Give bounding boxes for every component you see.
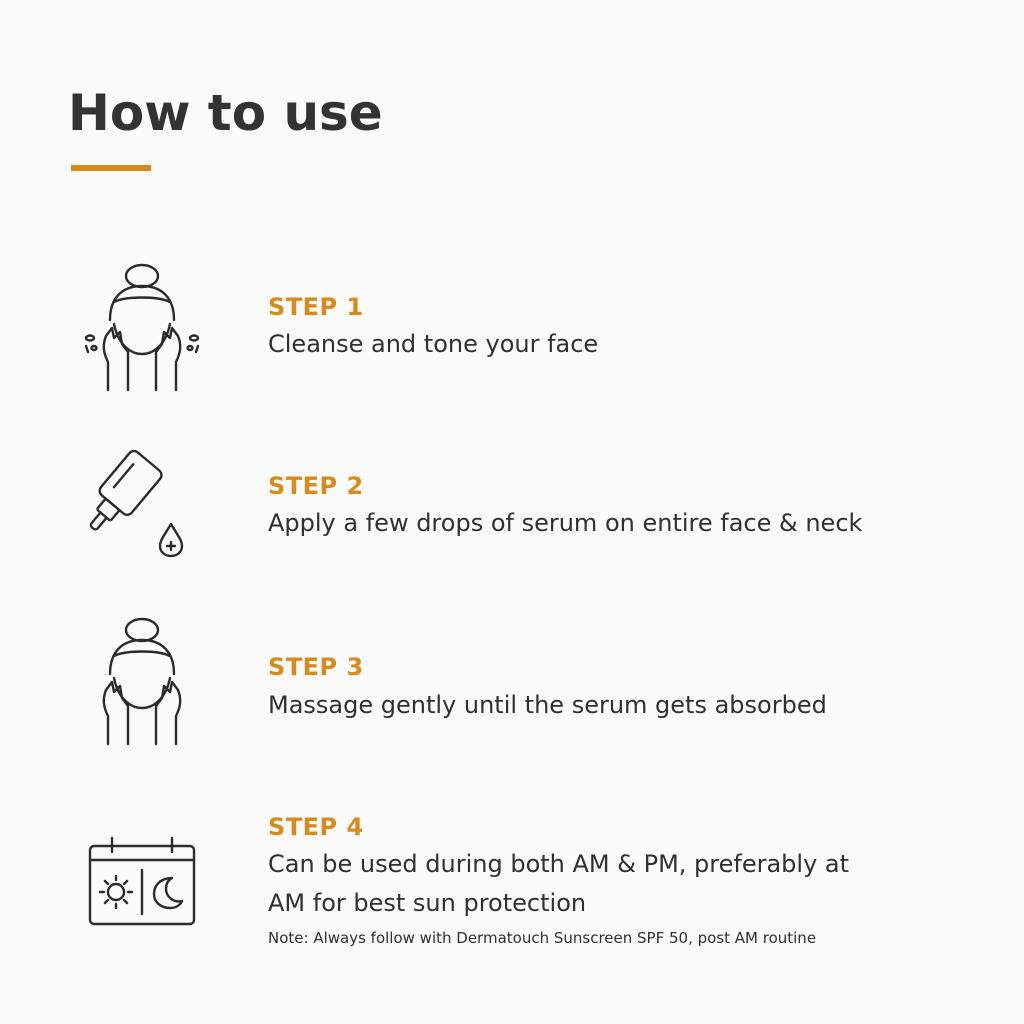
step-description-line-2: AM for best sun protection — [268, 889, 587, 917]
step-description: Apply a few drops of serum on entire face & neck — [268, 509, 863, 537]
step-label: STEP 4 — [268, 813, 364, 841]
face-massage-icon — [80, 616, 204, 746]
step-description-line-1: Can be used during both AM & PM, preferably at — [268, 850, 850, 878]
step-description: Massage gently until the serum gets absorbed — [268, 691, 827, 719]
step-label: STEP 2 — [268, 472, 364, 500]
title-underline — [71, 165, 151, 171]
page-title: How to use — [68, 84, 383, 142]
face-wash-icon — [80, 262, 204, 392]
day-night-calendar-icon — [80, 832, 204, 932]
step-note: Note: Always follow with Dermatouch Sunscreen SPF 50, post AM routine — [268, 929, 817, 947]
step-label: STEP 3 — [268, 653, 364, 681]
serum-dropper-icon — [80, 446, 204, 576]
step-label: STEP 1 — [268, 293, 364, 321]
step-description: Cleanse and tone your face — [268, 330, 599, 358]
